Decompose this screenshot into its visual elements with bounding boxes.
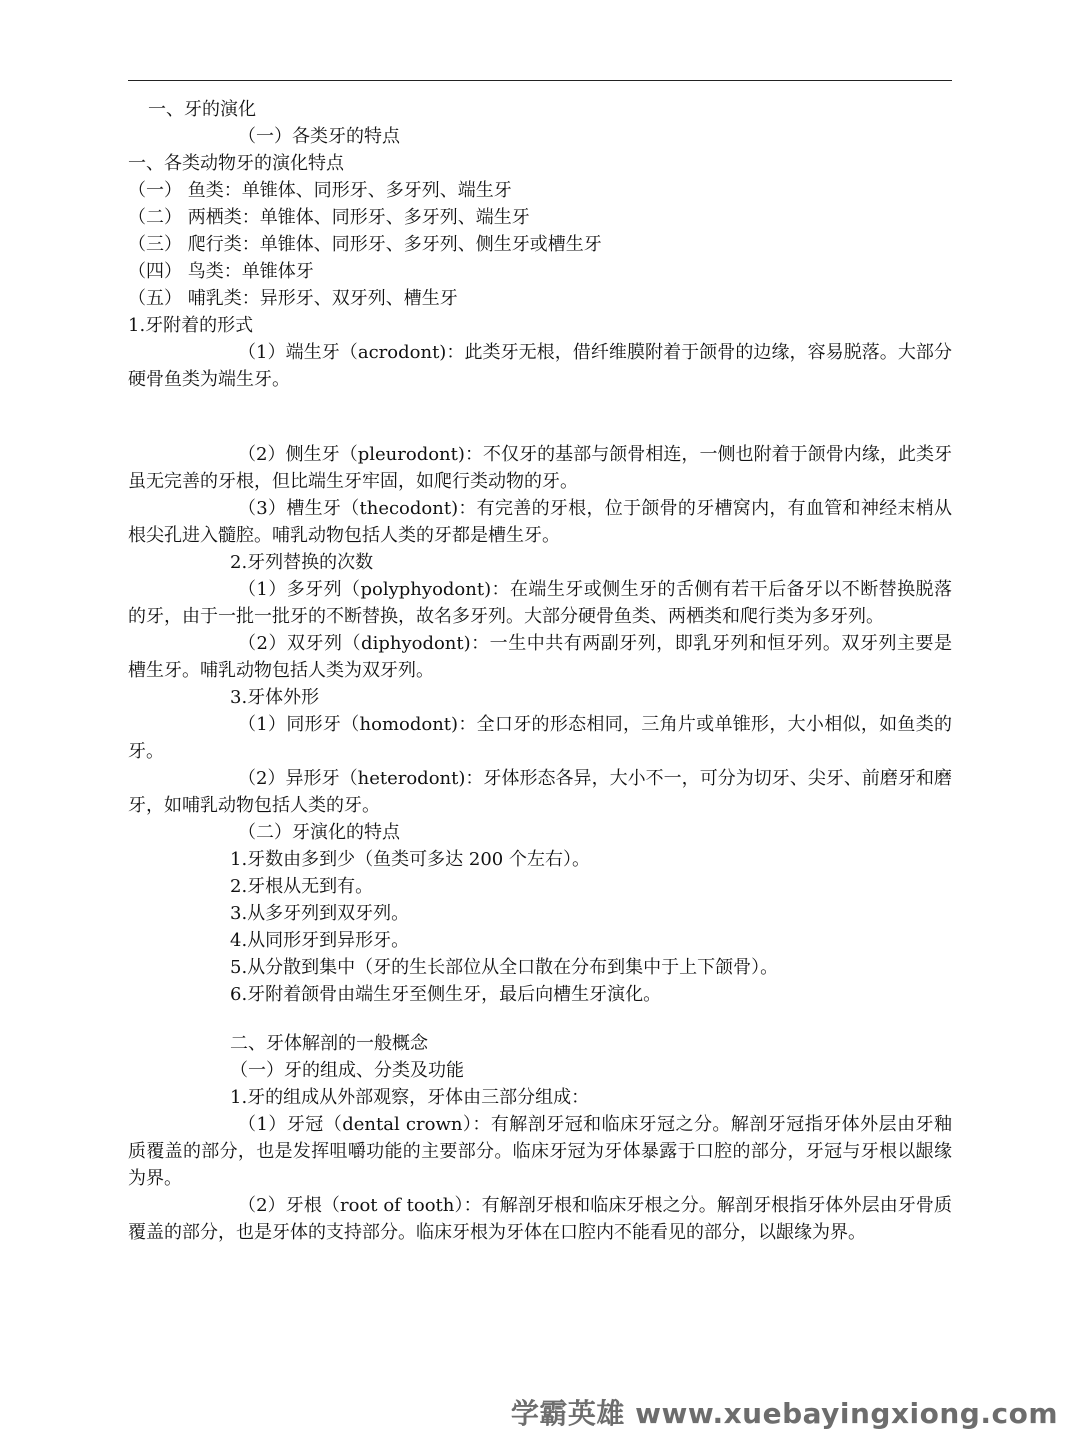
shape-heterodont: （2）异形牙（heterodont)：牙体形态各异，大小不一，可分为切牙、尖牙、前磨牙和磨牙，如哺乳动物包括人类的牙。 [128, 768, 952, 816]
root-paragraph: （2）牙根（root of tooth）：有解剖牙根和临床牙根之分。解剖牙根指牙体外层由牙骨质覆盖的部分，也是牙体的支持部分。临床牙根为牙体在口腔内不能看见的部分，以龈缘为界。 [128, 1195, 952, 1243]
replace-polyphyodont: （1）多牙列（polyphyodont)：在端生牙或侧生牙的舌侧有若干后备牙以不断替换脱落的牙，由于一批一批牙的不断替换，故名多牙列。大部分硬骨鱼类、两栖类和爬行类为多牙列。 [128, 579, 952, 627]
evolution-item-1: 1.牙数由多到少（鱼类可多达 200 个左右）。 [230, 849, 590, 870]
section1-heading: 一、牙的演化 [148, 99, 256, 120]
animal-item-bird: （四） 鸟类：单锥体牙 [128, 261, 314, 282]
replace-diphyodont: （2）双牙列（diphyodont)：一生中共有两副牙列，即乳牙列和恒牙列。双牙列主要是槽生牙。哺乳动物包括人类为双牙列。 [128, 633, 952, 681]
shape-heading: 3.牙体外形 [230, 687, 320, 708]
animal-item-amphibian: （二） 两栖类：单锥体、同形牙、多牙列、端生牙 [128, 207, 530, 228]
section2-heading: 二、牙体解剖的一般概念 [230, 1033, 428, 1054]
document-body [128, 96, 952, 1246]
evolution-item-2: 2.牙根从无到有。 [230, 876, 374, 897]
animal-item-fish: （一） 鱼类：单锥体、同形牙、多牙列、端生牙 [128, 180, 512, 201]
section2-sub1: （一）牙的组成、分类及功能 [230, 1060, 464, 1081]
crown-paragraph: （1）牙冠（dental crown）：有解剖牙冠和临床牙冠之分。解剖牙冠指牙体外层由牙釉质覆盖的部分，也是发挥咀嚼功能的主要部分。临床牙冠为牙体暴露于口腔的部分，牙冠与牙根以龈缘为界。 [128, 1114, 952, 1189]
section1-sub1: （一）各类牙的特点 [238, 126, 400, 147]
shape-homodont: （1）同形牙（homodont)：全口牙的形态相同，三角片或单锥形，大小相似，如鱼类的牙。 [128, 714, 952, 762]
animal-item-mammal: （五） 哺乳类：异形牙、双牙列、槽生牙 [128, 288, 458, 309]
animals-heading: 一、各类动物牙的演化特点 [128, 153, 344, 174]
evolution-item-4: 4.从同形牙到异形牙。 [230, 930, 410, 951]
header-rule [128, 80, 952, 81]
attach-heading: 1.牙附着的形式 [128, 315, 254, 336]
animal-item-reptile: （三） 爬行类：单锥体、同形牙、多牙列、侧生牙或槽生牙 [128, 234, 602, 255]
attach-pleurodont: （2）侧生牙（pleurodont)：不仅牙的基部与颌骨相连，一侧也附着于颌骨内缘，此类牙虽无完善的牙根，但比端生牙牢固，如爬行类动物的牙。 [128, 444, 952, 492]
evolution-item-5: 5.从分散到集中（牙的生长部位从全口散在分布到集中于上下颌骨）。 [230, 957, 779, 978]
evolution-item-6: 6.牙附着颌骨由端生牙至侧生牙，最后向槽生牙演化。 [230, 984, 662, 1005]
attach-acrodont: （1）端生牙（acrodont)：此类牙无根，借纤维膜附着于颌骨的边缘，容易脱落。大部分硬骨鱼类为端生牙。 [128, 342, 952, 390]
evolution-item-3: 3.从多牙列到双牙列。 [230, 903, 410, 924]
attach-thecodont: （3）槽生牙（thecodont)：有完善的牙根，位于颌骨的牙槽窝内，有血管和神经末梢从根尖孔进入髓腔。哺乳动物包括人类的牙都是槽生牙。 [128, 498, 952, 546]
replace-heading: 2.牙列替换的次数 [230, 552, 374, 573]
section1-sub2: （二）牙演化的特点 [238, 822, 400, 843]
composition-heading: 1.牙的组成从外部观察，牙体由三部分组成： [230, 1087, 590, 1108]
site-watermark: 学霸英雄 www.xuebayingxiong.com [510, 1397, 1058, 1430]
